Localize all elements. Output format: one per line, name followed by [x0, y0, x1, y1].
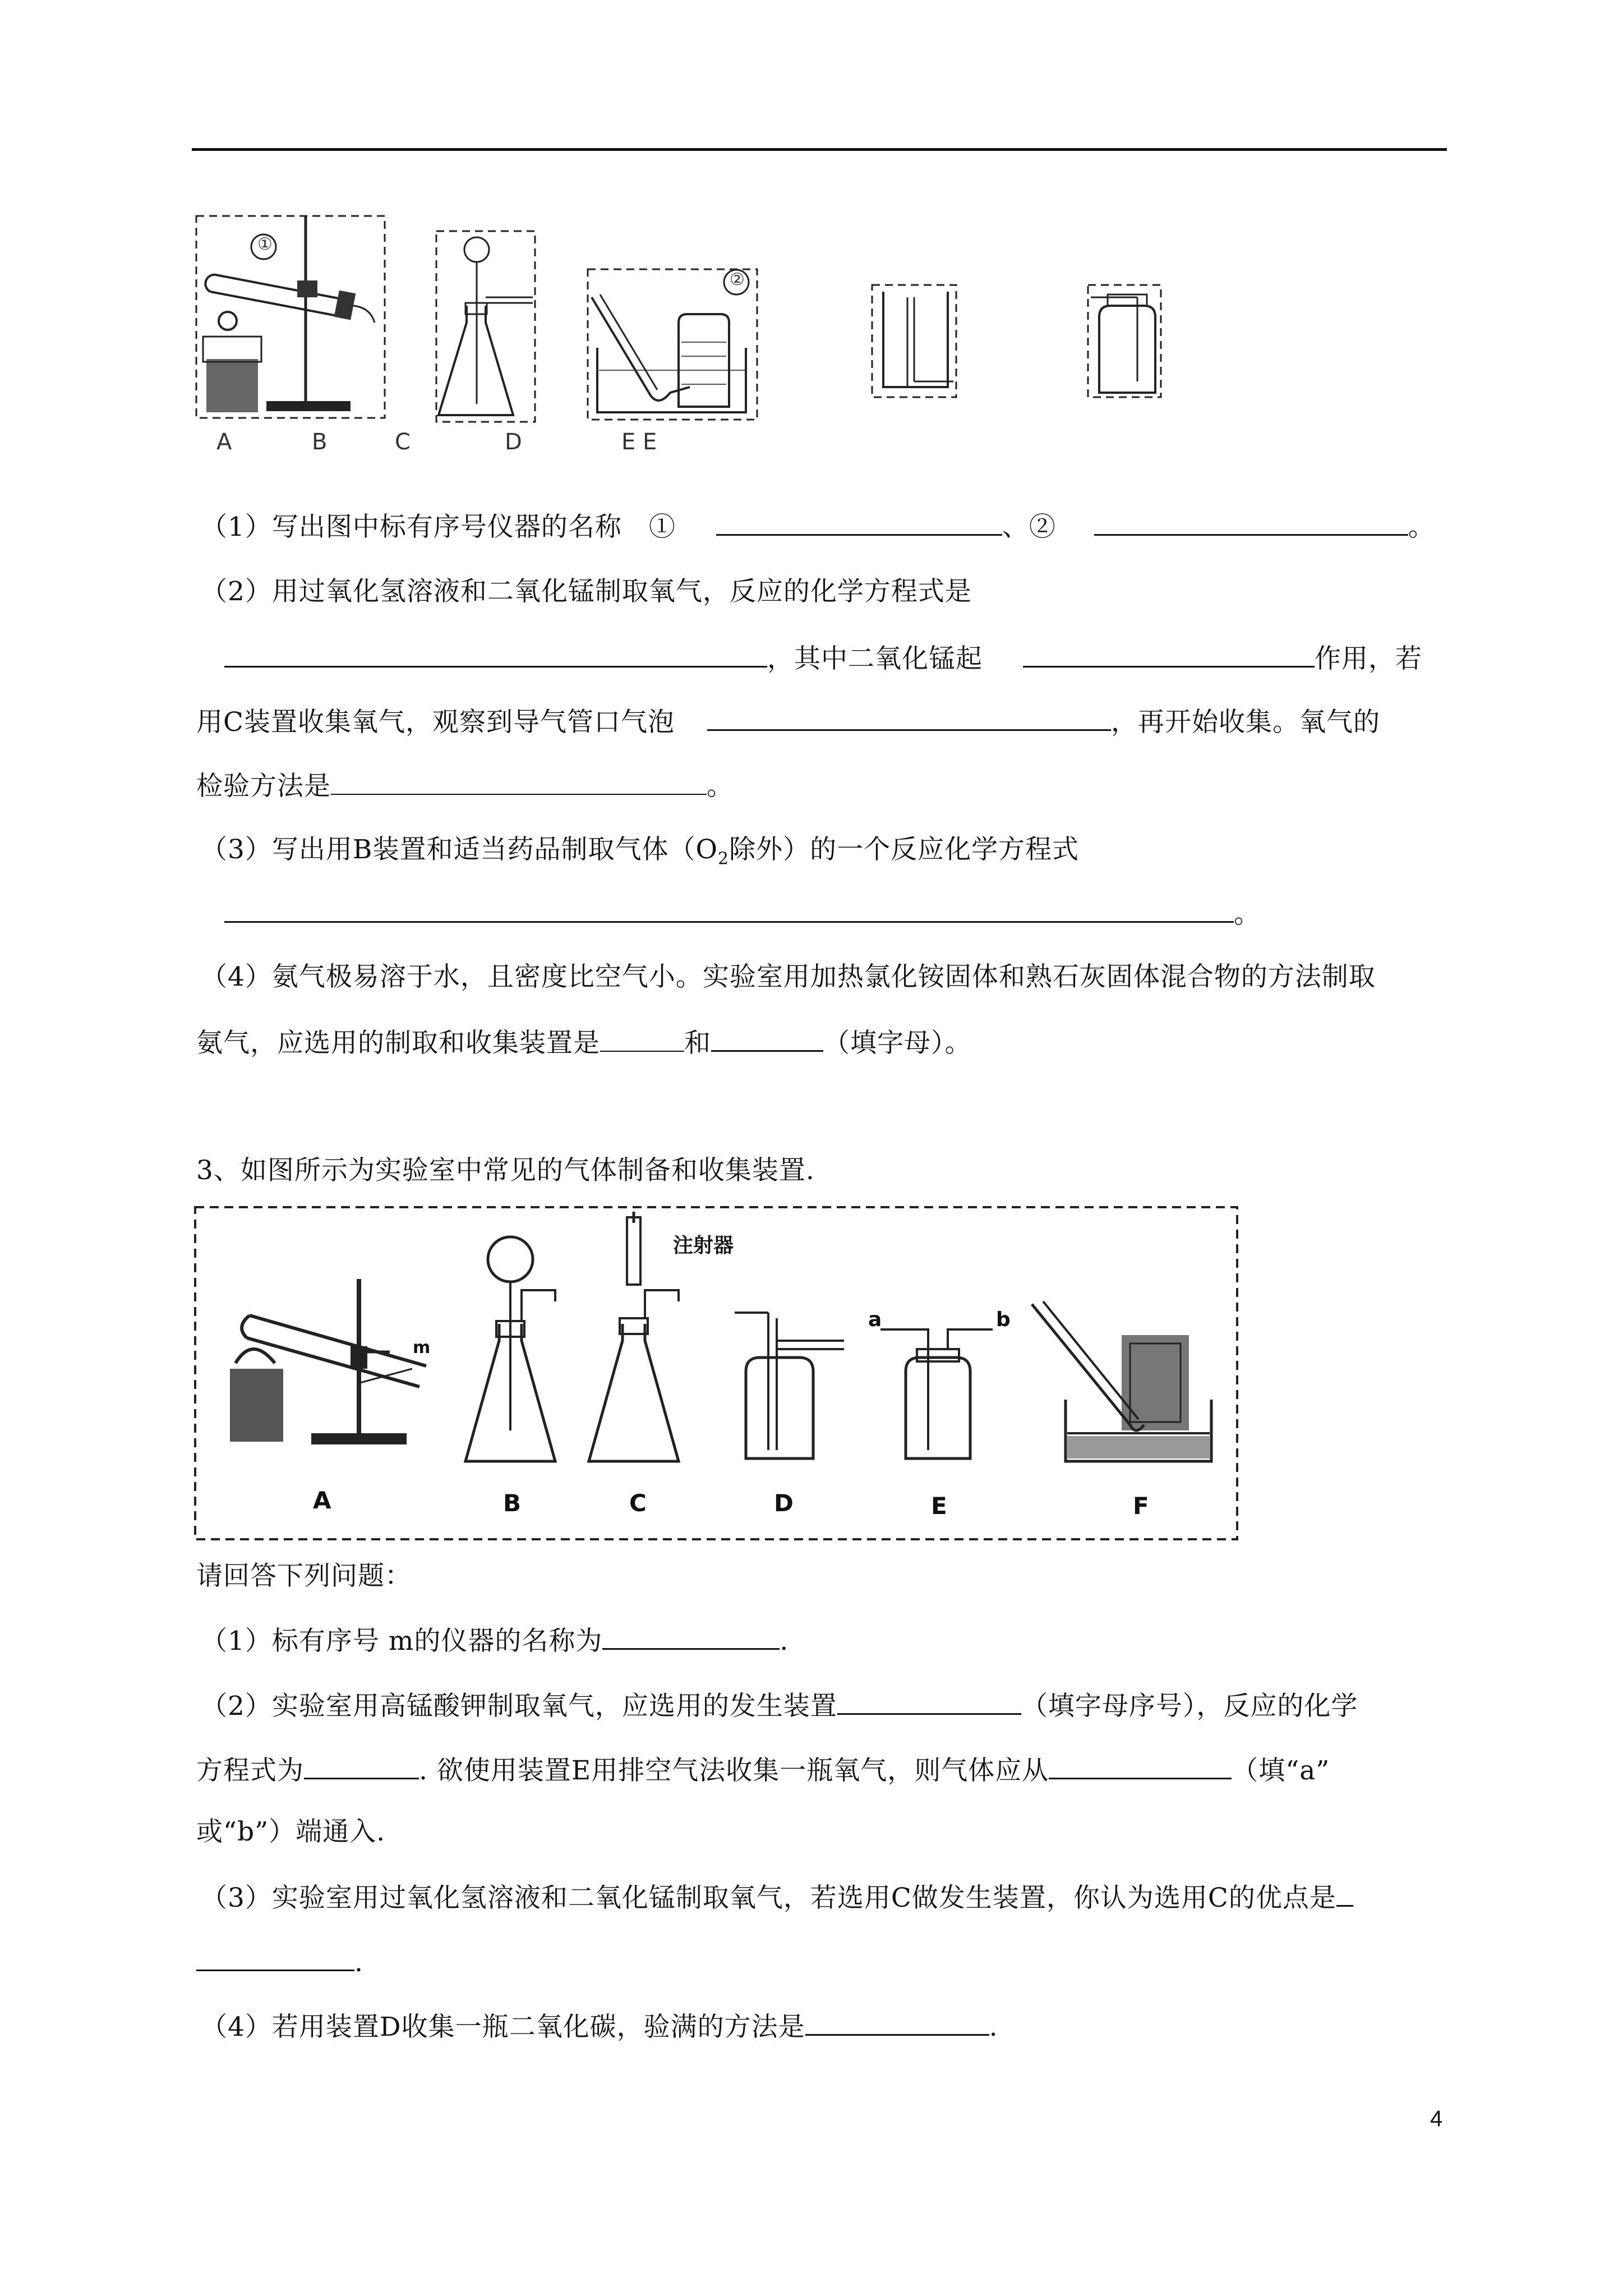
fig2-label-a: A	[313, 1487, 331, 1514]
q2-line-2: （2）用过氧化氢溶液和二氧化锰制取氧气，反应的化学方程式是	[201, 576, 972, 607]
fig2-label-c: C	[629, 1489, 647, 1517]
marker-1: ①	[257, 234, 273, 254]
q3-l2-end: （填字母序号），反应的化学	[1021, 1691, 1358, 1722]
fig2-label-e: E	[931, 1492, 947, 1520]
q3-l7-end: .	[989, 2012, 998, 2042]
q2-l7-end: 。	[1234, 899, 1261, 930]
q3-line-4: 或“b”）端通入.	[196, 1816, 386, 1847]
q3-l3-text: 方程式为	[196, 1755, 304, 1786]
fig1-label-d: D	[505, 429, 522, 455]
b-port-label: b	[996, 1308, 1011, 1331]
q2-l9-and: 和	[684, 1028, 711, 1059]
q2-l5-end: 。	[707, 771, 734, 802]
fig1-label-c: C	[395, 429, 411, 455]
syringe-label: 注射器	[673, 1234, 734, 1257]
blank-instrument-m[interactable]	[602, 1622, 780, 1650]
q3-line-1	[201, 1622, 789, 1658]
fig1-label-e: E E	[621, 429, 657, 455]
q2-line-8: （4）氨气极易溶于水，且密度比空气小。实验室用加热氯化铵固体和熟石灰固体混合物的方法制取	[201, 961, 1376, 992]
q2-l9-text: 氨气，应选用的制取和收集装置是	[196, 1028, 600, 1059]
q2-l5-text: 检验方法是	[196, 771, 331, 802]
q2-l1-text: （1）写出图中标有序号仪器的名称 ①	[201, 512, 703, 542]
m-label: m	[413, 1338, 431, 1358]
q3-l1-end: .	[780, 1626, 789, 1657]
q2-l3-text: ，其中二氧化锰起	[767, 643, 1009, 674]
blank-inlet-end[interactable]	[1049, 1752, 1232, 1779]
q2-l1-end: 。	[1408, 512, 1435, 542]
marker-2: ②	[730, 270, 745, 289]
page-number: 4	[1430, 2106, 1443, 2131]
q3-line-6	[196, 1944, 363, 1980]
q2-l4-text: 用C装置收集氧气，观察到导气管口气泡	[196, 707, 702, 738]
blank-advantage-start[interactable]	[1336, 1879, 1353, 1907]
q3-l6-end: .	[354, 1947, 363, 1978]
fig2-label-f: F	[1133, 1492, 1149, 1520]
q3-l3-end: （填“a”	[1232, 1755, 1330, 1786]
blank-full-check[interactable]	[805, 2008, 989, 2036]
q3-line-2	[201, 1687, 1358, 1723]
fig1-label-a: A	[216, 429, 232, 455]
q3-line-7	[201, 2008, 998, 2044]
blank-kmno4-equation[interactable]	[304, 1752, 419, 1779]
blank-generator-device[interactable]	[837, 1687, 1021, 1715]
q3-line-5	[201, 1879, 1353, 1915]
q2-l6-sub: 2	[717, 849, 730, 869]
fig1-label-b: B	[312, 429, 328, 455]
q2-l9-end: （填字母）。	[823, 1028, 972, 1059]
q2-l3-end: 作用，若	[1315, 643, 1422, 674]
q3-l5-text: （3）实验室用过氧化氢溶液和二氧化锰制取氧气，若选用C做发生装置，你认为选用C的优点是	[201, 1883, 1336, 1913]
q3-l1-text: （1）标有序号 m的仪器的名称为	[201, 1626, 603, 1657]
q3-prompt: 请回答下列问题：	[196, 1561, 412, 1591]
q3-l3-mid: . 欲使用装置E用排空气法收集一瓶氧气，则气体应从	[419, 1755, 1049, 1786]
q3-title: 3、如图所示为实验室中常见的气体制备和收集装置.	[196, 1155, 815, 1186]
q2-l6-end: 除外）的一个反应化学方程式	[729, 834, 1080, 865]
q2-l4-end: ，再开始收集。氧气的	[1110, 707, 1380, 738]
blank-advantage[interactable]	[196, 1944, 354, 1971]
fig2-label-b: B	[503, 1489, 522, 1517]
q2-l6-text: （3）写出用B装置和适当药品制取气体（O	[201, 834, 718, 865]
a-port-label: a	[868, 1308, 882, 1331]
q2-l1-sep: 、②	[1002, 512, 1083, 542]
q3-l7-text: （4）若用装置D收集一瓶二氧化碳，验满的方法是	[201, 2012, 805, 2042]
fig2-label-d: D	[774, 1489, 794, 1517]
q3-line-3	[196, 1752, 1330, 1788]
q3-l2-text: （2）实验室用高锰酸钾制取氧气，应选用的发生装置	[201, 1691, 837, 1722]
